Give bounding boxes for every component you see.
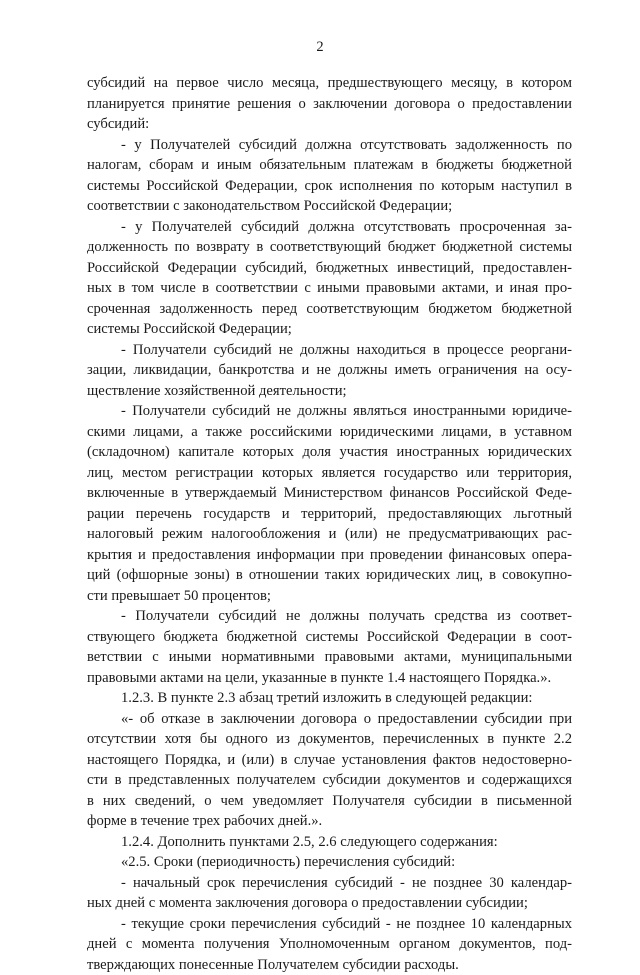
text-line: ветствии с иными нормативными правовыми актами, муниципальными	[87, 647, 572, 668]
text-line: отсутствии хотя бы одного из документов, перечисленных в пункте 2.2	[87, 729, 572, 750]
text-line: 1.2.3. В пункте 2.3 абзац третий изложить в следующей редакции:	[87, 688, 572, 709]
text-line: Российской Федерации субсидий, бюджетных инвестиций, предоставлен-	[87, 258, 572, 279]
text-line: - у Получателей субсидий должна отсутствовать задолженность по	[87, 135, 572, 156]
text-line: долженность по возврату в соответствующий бюджет бюджетной системы	[87, 237, 572, 258]
text-line: - Получатели субсидий не должны получать средства из соответ-	[87, 606, 572, 627]
text-line: крытия и предоставления информации при проведении финансовых опера-	[87, 545, 572, 566]
text-line: - Получатели субсидий не должны находиться в процессе реоргани-	[87, 340, 572, 361]
text-line: форме в течение трех рабочих дней.».	[87, 811, 572, 832]
text-line: субсидий на первое число месяца, предшествующего месяцу, в котором	[87, 73, 572, 94]
text-line: налогам, сборам и иным обязательным платежам в бюджеты бюджетной	[87, 155, 572, 176]
text-line: сти в представленных получателем субсидии документов и содержащихся	[87, 770, 572, 791]
text-line: - Получатели субсидий не должны являться иностранными юридиче-	[87, 401, 572, 422]
text-line: скими лицами, а также российскими юридическими лицами, в уставном	[87, 422, 572, 443]
text-line: правовыми актами на цели, указанные в пункте 1.4 настоящего Порядка.».	[87, 668, 572, 689]
text-line: дней с момента получения Уполномоченным органом документов, под-	[87, 934, 572, 955]
text-line: рации перечень государств и территорий, предоставляющих льготный	[87, 504, 572, 525]
text-line: системы Российской Федерации;	[87, 319, 572, 340]
text-line: соответствии с законодательством Российской Федерации;	[87, 196, 572, 217]
text-line: - текущие сроки перечисления субсидий - не позднее 10 календарных	[87, 914, 572, 935]
text-line: субсидий:	[87, 114, 572, 135]
text-line: ществление хозяйственной деятельности;	[87, 381, 572, 402]
text-line: налоговый режим налогообложения и (или) не предусматривающих рас-	[87, 524, 572, 545]
text-line: планируется принятие решения о заключении договора о предоставлении	[87, 94, 572, 115]
text-line: в них сведений, о чем уведомляет Получателя субсидии в письменной	[87, 791, 572, 812]
document-body	[87, 73, 572, 975]
text-line: системы Российской Федерации, срок исполнения по которым наступил в	[87, 176, 572, 197]
text-line: лиц, местом регистрации которых является государство или территория,	[87, 463, 572, 484]
text-line: включенные в утверждаемый Министерством финансов Российской Феде-	[87, 483, 572, 504]
text-line: (складочном) капитале которых доля участия иностранных юридических	[87, 442, 572, 463]
text-line: ствующего бюджета бюджетной системы Российской Федерации в соот-	[87, 627, 572, 648]
text-line: сти превышает 50 процентов;	[87, 586, 572, 607]
text-line: ных дней с момента заключения договора о предоставлении субсидии;	[87, 893, 572, 914]
text-line: - у Получателей субсидий должна отсутствовать просроченная за-	[87, 217, 572, 238]
text-line: - начальный срок перечисления субсидий - не позднее 30 календар-	[87, 873, 572, 894]
text-line: ций (офшорные зоны) в отношении таких юридических лиц, в совокупно-	[87, 565, 572, 586]
page-number: 2	[0, 38, 640, 56]
text-line: тверждающих понесенные Получателем субсидии расходы.	[87, 955, 572, 975]
text-line: настоящего Порядка, и (или) в случае установления фактов недостоверно-	[87, 750, 572, 771]
text-line: ных в том числе в соответствии с иными правовыми актами, и иная про-	[87, 278, 572, 299]
text-line: 1.2.4. Дополнить пунктами 2.5, 2.6 следующего содержания:	[87, 832, 572, 853]
text-line: сроченная задолженность перед соответствующим бюджетом бюджетной	[87, 299, 572, 320]
text-line: «2.5. Сроки (периодичность) перечисления субсидий:	[87, 852, 572, 873]
text-line: «- об отказе в заключении договора о предоставлении субсидии при	[87, 709, 572, 730]
text-line: зации, ликвидации, банкротства и не должны иметь ограничения на осу-	[87, 360, 572, 381]
